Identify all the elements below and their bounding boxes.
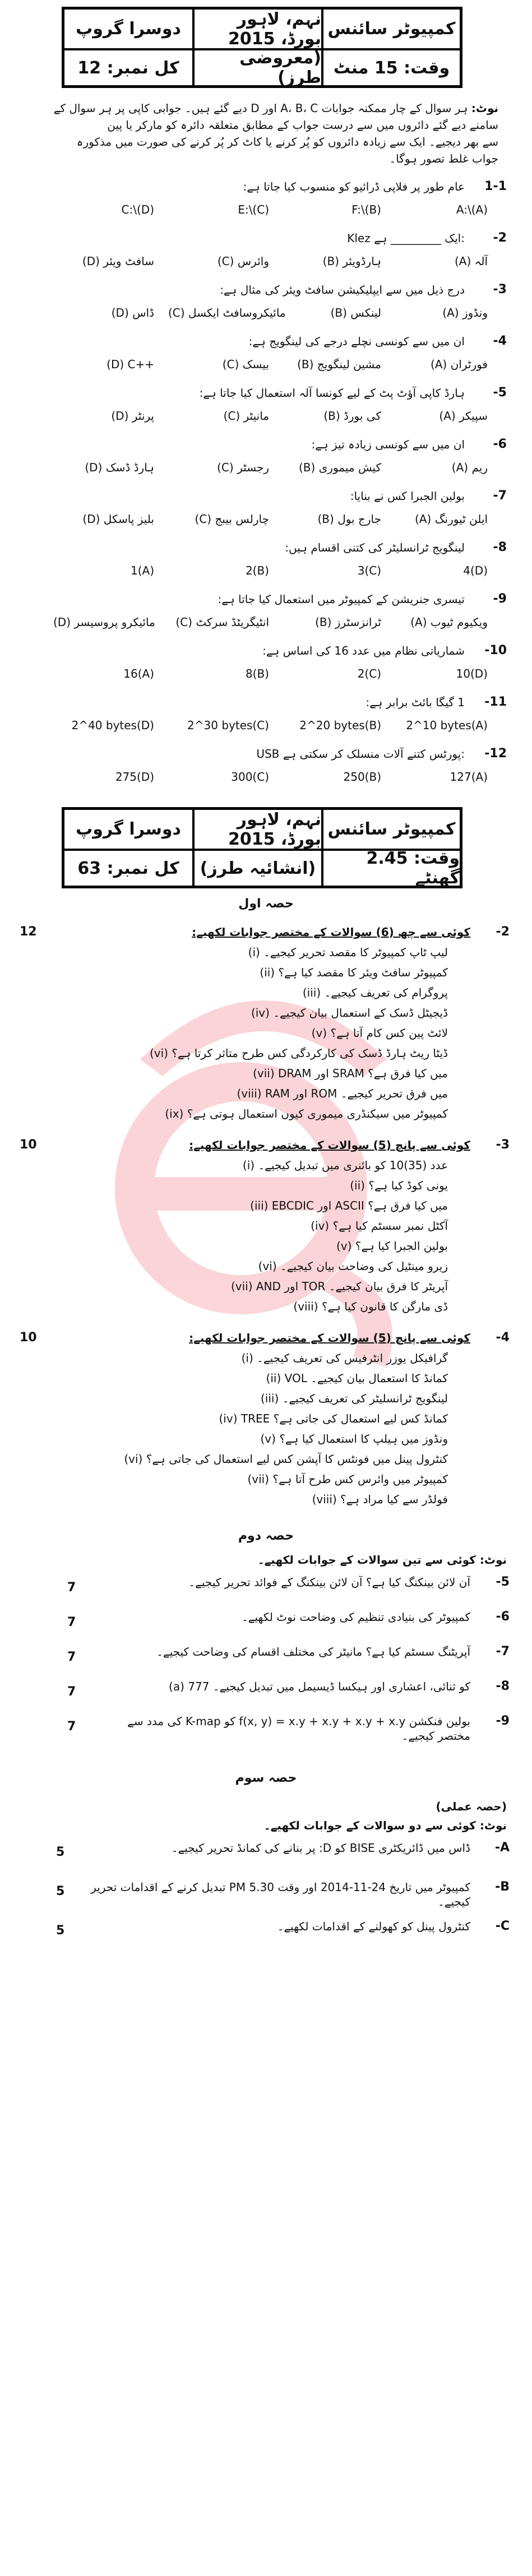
part2-note: نوٹ: کوئی سے تین سوالات کے جوابات لکھیے۔	[257, 1553, 507, 1567]
short-question: (iv) آکٹل نمبر سسٹم کیا ہے؟	[311, 1219, 448, 1233]
part2-title: حصہ دوم	[238, 1529, 294, 1543]
question-marks: 7	[67, 1685, 76, 1699]
question-option: 4(D)	[463, 564, 488, 577]
question-number: -9	[496, 1714, 510, 1728]
board-label: نہم، لاہور بورڈ، 2015	[193, 8, 322, 49]
question-number: -4	[496, 1331, 510, 1345]
long-question: (a) 777 کو ثنائی، اعشاری اور ہیکسا ڈیسیمل میں تبدیل کیجیے۔	[169, 1680, 470, 1693]
question-number: -8	[496, 1679, 510, 1693]
question-option: (A) ویکیوم ٹیوب	[410, 615, 488, 629]
paper-type: (معروضی طرز)	[193, 49, 322, 86]
short-question: (iii) پروگرام کی تعریف کیجیے۔	[302, 986, 448, 999]
question-heading: کوئی سے پانچ (5) سوالات کے مختصر جوابات لکھیے:	[189, 1331, 470, 1345]
short-question: (vii) AND اور TOR آپریٹر کا فرق بیان کیجیے۔	[230, 1280, 448, 1293]
long-question: آن لائن بینکنگ کیا ہے؟ آن لائن بینکنگ کے فوائد تحریر کیجیے۔	[188, 1576, 470, 1589]
short-question: (ix) کمپیوٹر میں سیکنڈری میموری کیوں استعمال ہوتی ہے؟	[165, 1107, 448, 1120]
question-marks: 5	[56, 1845, 65, 1859]
question-option: 2^20 bytes(B)	[299, 719, 381, 732]
question-option: (A) ایلن ٹیورنگ	[414, 512, 488, 526]
question-option: 2(C)	[357, 667, 381, 680]
question-text: درج ذیل میں سے ایپلیکیشن سافٹ ویئر کی مثال ہے:	[220, 283, 465, 296]
question-heading: کوئی سے چھ (6) سوالات کے مختصر جوابات لکھیے:	[192, 925, 470, 939]
question-marks: 12	[20, 925, 37, 939]
note-line-2: سامنے دیے گئے دائروں میں سے درست جواب کے مطابق متعلقہ دائرہ کو مارکر یا پین	[107, 118, 498, 132]
question-option: (C) مائیکروسافٹ ایکسل	[168, 306, 286, 319]
question-text: ہارڈ کاپی آؤٹ پٹ کے لیے کونسا آلہ استعمال کیا جاتا ہے:	[199, 386, 465, 400]
question-option: (D) C++	[107, 358, 154, 371]
question-option: 10(D)	[456, 667, 488, 680]
question-option: (A) ونڈوز	[442, 306, 488, 319]
objective-header-box	[62, 7, 462, 88]
subjective-header-box	[62, 807, 462, 888]
short-question: (vi) زیرو مینٹیل کی وضاحت بیان کیجیے۔	[258, 1259, 448, 1273]
question-option: (B) ٹرانزسٹرز	[315, 615, 381, 629]
subject-label: کمپیوٹر سائنس	[322, 8, 461, 49]
question-option: 8(B)	[245, 667, 269, 680]
question-text: Klez ایک _________ ہے:	[347, 231, 465, 245]
question-text: ان میں سے کونسی نچلے درجے کی لینگویج ہے:	[248, 335, 465, 348]
total-marks-2: کل نمبر: 63	[63, 850, 193, 887]
short-question: (ii) یونی کوڈ کیا ہے؟	[350, 1179, 448, 1192]
question-option: E:\(C)	[238, 203, 269, 216]
question-number: -B	[495, 1880, 510, 1894]
question-marks: 10	[20, 1331, 37, 1345]
short-question: (vii) کمپیوٹر میں وائرس کس طرح آتا ہے؟	[247, 1472, 448, 1486]
question-option: (C) رجسٹر	[217, 461, 269, 474]
short-question: (v) لائٹ پین کس کام آتا ہے؟	[311, 1026, 448, 1040]
question-option: C:\(D)	[121, 203, 154, 216]
question-option: 1(A)	[130, 564, 154, 577]
question-option: 250(B)	[343, 770, 381, 784]
long-question: آپریٹنگ سسٹم کیا ہے؟ مانیٹر کی مختلف اقسام کی وضاحت کیجیے۔	[156, 1645, 470, 1658]
board-label-2: نہم، لاہور بورڈ، 2015	[193, 809, 322, 850]
question-text: بولین الجبرا کس نے بنایا:	[350, 489, 465, 503]
question-option: (D) سافٹ ویئر	[82, 254, 154, 268]
short-question: (iv) ڈیجیٹل ڈسک کے استعمال بیان کیجیے۔	[251, 1006, 448, 1020]
question-option: (C) چارلس بیبج	[195, 512, 269, 526]
question-number: -C	[495, 1919, 510, 1933]
long-question: کمپیوٹر کی بنیادی تنظیم کی وضاحت نوٹ لکھیے۔	[242, 1610, 470, 1624]
question-number: -A	[494, 1841, 510, 1855]
question-option: (B) کیش میموری	[298, 461, 381, 474]
question-number: -2	[493, 231, 507, 245]
question-number: -3	[493, 282, 507, 296]
question-number: -6	[496, 1610, 510, 1624]
question-option: (B) کی بورڈ	[323, 409, 381, 423]
question-marks: 7	[67, 1581, 76, 1595]
short-question: (ii) VOL کمانڈ کا استعمال بیان کیجیے۔	[266, 1372, 448, 1385]
short-question: (vi) ڈیٹا ریٹ ہارڈ ڈسک کی کارکردگی کس طرح متاثر کرتا ہے؟	[149, 1046, 448, 1060]
question-option: 2^30 bytes(C)	[187, 719, 269, 732]
question-text: تیسری جنریشن کے کمپیوٹر میں استعمال کیا جاتا ہے:	[218, 592, 465, 606]
question-number: -6	[493, 437, 507, 451]
question-option: A:\(A)	[456, 203, 488, 216]
question-number: 1-1	[484, 179, 507, 193]
question-option: (A) سپیکر	[439, 409, 488, 423]
short-question: (v) ونڈوز میں ہیلپ کا استعمال کیا ہے؟	[260, 1432, 448, 1445]
question-option: (A) ریم	[451, 461, 488, 474]
short-question: (v) بولین الجبرا کیا ہے؟	[336, 1239, 448, 1253]
question-marks: 7	[67, 1650, 76, 1664]
question-option: 2(B)	[245, 564, 269, 577]
short-question: (vii) DRAM اور SRAM میں کیا فرق ہے؟	[253, 1067, 448, 1080]
question-option: (D) ڈاس	[111, 306, 154, 319]
question-option: (C) بیسک	[222, 358, 269, 371]
question-option: 2^40 bytes(D)	[71, 719, 154, 732]
question-text: ان میں سے کونسی زیادہ تیز ہے:	[311, 438, 465, 451]
note-line-4: جواب غلط تصور ہوگا۔	[389, 152, 498, 165]
question-marks: 7	[67, 1720, 76, 1734]
question-option: (D) بلیز پاسکل	[82, 512, 154, 526]
practical-question: کمپیوٹر میں تاریخ 24-11-2014 اور وقت 5.30 PM تبدیل کرنے کے اقدامات تحریر کیجیے۔	[91, 1880, 470, 1908]
question-number: -2	[496, 925, 510, 939]
short-question: (viii) فولڈر سے کیا مراد ہے؟	[312, 1493, 448, 1506]
part3-note: نوٹ: کوئی سے دو سوالات کے جوابات لکھیے۔	[263, 1819, 507, 1832]
short-question: (i) عدد (35)10 کو بائنری میں تبدیل کیجیے۔	[242, 1159, 448, 1172]
question-text: 1 گیگا بائٹ برابر ہے:	[366, 696, 465, 709]
question-option: 275(D)	[115, 770, 154, 784]
question-option: 16(A)	[123, 667, 154, 680]
question-option: 300(C)	[231, 770, 269, 784]
question-number: -3	[496, 1138, 510, 1152]
question-text: لینگویج ٹرانسلیٹر کی کتنی اقسام ہیں:	[285, 541, 465, 554]
question-option: (A) فورٹران	[430, 358, 488, 371]
note-line-1: نوٹ: ہر سوال کے چار ممکنہ جوابات A، B، C اور D دیے گئے ہیں۔ جوابی کاپی پر ہر سوال کے	[53, 101, 498, 115]
question-option: (A) آلہ	[454, 254, 488, 268]
question-number: -10	[484, 643, 507, 657]
question-marks: 5	[56, 1884, 65, 1898]
group-label: دوسرا گروپ	[63, 8, 193, 49]
practical-title: (حصہ عملی)	[436, 1800, 507, 1813]
question-number: -11	[484, 695, 507, 709]
practical-question: ڈاس میں ڈائریکٹری BISE کو D: پر بنانے کی کمانڈ تحریر کیجیے۔	[171, 1841, 470, 1855]
short-question: (iv) TREE کمانڈ کس لیے استعمال کی جاتی ہے؟	[219, 1412, 448, 1425]
question-marks: 7	[67, 1615, 76, 1629]
part3-title: حصہ سوم	[235, 1771, 297, 1785]
question-number: -4	[493, 334, 507, 348]
short-question: (i) لیپ ٹاپ کمپیوٹر کا مقصد تحریر کیجیے۔	[248, 946, 448, 959]
question-option: 3(C)	[357, 564, 381, 577]
question-number: -7	[496, 1644, 510, 1658]
question-number: -12	[484, 747, 507, 761]
subject-label-2: کمپیوٹر سائنس	[322, 809, 461, 850]
short-question: (viii) RAM اور ROM میں فرق تحریر کیجیے۔	[237, 1087, 448, 1100]
question-option: (C) مانیٹر	[223, 409, 269, 423]
question-option: (D) مائیکرو پروسیسر	[53, 615, 155, 629]
time-label-2: وقت: 2.45 گھنٹے	[322, 850, 461, 887]
question-marks: 5	[56, 1924, 65, 1938]
total-marks: کل نمبر: 12	[63, 49, 193, 86]
question-text: عام طور پر فلاپی ڈرائیو کو منسوب کیا جاتا ہے:	[243, 180, 465, 193]
question-option: (B) ہارڈویئر	[322, 254, 381, 268]
short-question: (viii) ڈی مارگن کا قانون کیا ہے؟	[293, 1300, 448, 1313]
part1-title: حصہ اول	[238, 897, 294, 911]
note-line-3: سے بھر دیجیے۔ ایک سے زیادہ دائروں کو پُر کرنے یا کاٹ کر پُر کرنے کی صورت میں مذکورہ	[76, 135, 498, 149]
paper-type-2: (انشائیہ طرز)	[193, 850, 322, 887]
question-option: (D) ہارڈ ڈسک	[85, 461, 154, 474]
question-number: -5	[493, 386, 507, 400]
short-question: (i) گرافیکل یوزر انٹرفیس کی تعریف کیجیے۔	[241, 1351, 448, 1365]
question-text: شماریاتی نظام میں عدد 16 کی اساس ہے:	[262, 644, 465, 657]
question-option: (C) انٹیگریٹڈ سرکٹ	[175, 615, 269, 629]
question-option: (D) پرنٹر	[111, 409, 154, 423]
question-option: (B) مشین لینگویج	[297, 358, 381, 371]
question-number: -5	[496, 1575, 510, 1589]
group-label-2: دوسرا گروپ	[63, 809, 193, 850]
question-number: -8	[493, 540, 507, 554]
question-option: (B) جارج بول	[317, 512, 381, 526]
practical-question: کنٹرول پینل کو کھولنے کے اقدامات لکھیے۔	[277, 1920, 470, 1933]
question-option: (B) لینکس	[330, 306, 381, 319]
question-option: (C) وائرس	[217, 254, 269, 268]
short-question: (vi) کنٹرول پینل میں فونٹس کا آپشن کس لیے استعمال کی جاتی ہے؟	[124, 1452, 448, 1466]
question-option: F:\(B)	[351, 203, 381, 216]
question-option: 2^10 bytes(A)	[406, 719, 488, 732]
question-marks: 10	[20, 1138, 37, 1152]
question-number: -9	[493, 592, 507, 606]
question-number: -7	[493, 489, 507, 503]
short-question: (ii) کمپیوٹر سافٹ ویئر کا مقصد کیا ہے؟	[260, 966, 448, 979]
long-question: بولین فنکشن f(x, y) = x.y + x.y + x.y + x.y کو K-map کی مدد سے مختصر کیجیے۔	[127, 1715, 470, 1743]
time-label: وقت: 15 منٹ	[322, 49, 461, 86]
short-question: (iii) لینگویج ٹرانسلیٹر کی تعریف کیجیے۔	[260, 1392, 448, 1405]
short-question: (iii) EBCDIC اور ASCII میں کیا فرق ہے؟	[250, 1199, 448, 1212]
question-heading: کوئی سے پانچ (5) سوالات کے مختصر جوابات لکھیے:	[189, 1138, 470, 1152]
question-text: USB پورٹس کتنے آلات منسلک کر سکتی ہے:	[256, 747, 465, 761]
question-option: 127(A)	[450, 770, 488, 784]
